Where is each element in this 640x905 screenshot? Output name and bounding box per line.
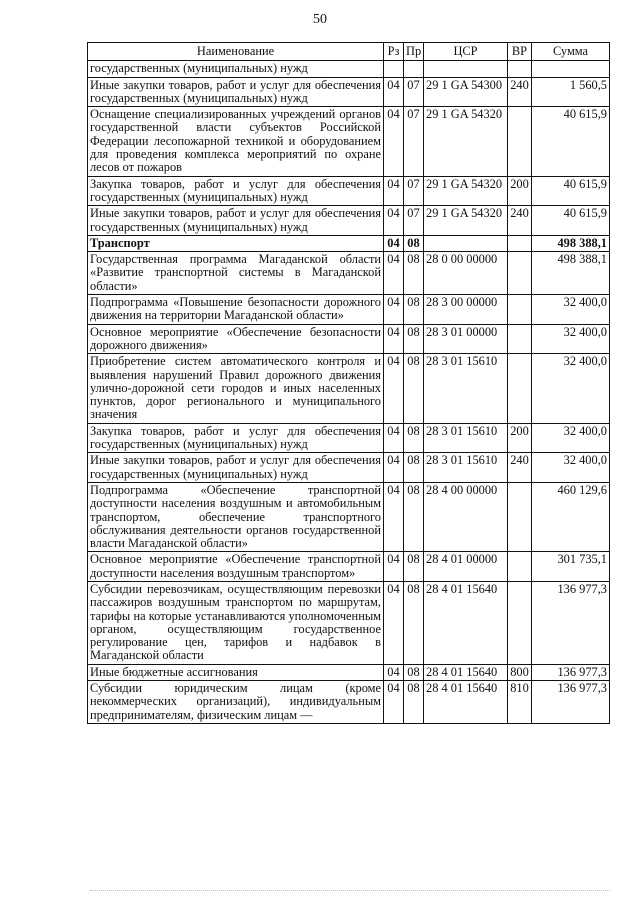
cell-csr: 29 1 GA 54320 (424, 176, 508, 206)
column-header-pr: Пр (404, 43, 424, 61)
cell-name: Оснащение специализированных учреждений органов государственной власти субъектов Российской Федерации лесопожарной техникой и оборудованием для проведения комплекса мероприятий по охране лесов от пожаров (88, 107, 384, 176)
cell-pr: 08 (404, 295, 424, 325)
cell-vr: 240 (508, 206, 532, 236)
cell-rz: 04 (384, 176, 404, 206)
table-body (88, 61, 610, 724)
cell-sum: 301 735,1 (532, 552, 610, 582)
cell-csr: 29 1 GA 54300 (424, 77, 508, 107)
cell-pr: 07 (404, 107, 424, 176)
cell-rz: 04 (384, 423, 404, 453)
cell-name: Закупка товаров, работ и услуг для обеспечения государственных (муниципальных) нужд (88, 423, 384, 453)
cell-csr: 28 0 00 00000 (424, 252, 508, 295)
cell-vr: 810 (508, 681, 532, 724)
cell-sum: 32 400,0 (532, 295, 610, 325)
cell-name: Транспорт (88, 235, 384, 251)
cell-vr (508, 482, 532, 551)
cell-vr (508, 552, 532, 582)
cell-rz: 04 (384, 453, 404, 483)
cell-csr: 28 3 01 00000 (424, 324, 508, 354)
cell-sum: 1 560,5 (532, 77, 610, 107)
cell-name: Иные закупки товаров, работ и услуг для обеспечения государственных (муниципальных) нужд (88, 77, 384, 107)
cell-sum: 460 129,6 (532, 482, 610, 551)
cell-rz: 04 (384, 295, 404, 325)
cell-name: Подпрограмма «Повышение безопасности дорожного движения на территории Магаданской области» (88, 295, 384, 325)
cell-pr: 08 (404, 482, 424, 551)
cell-sum: 40 615,9 (532, 176, 610, 206)
cell-rz: 04 (384, 252, 404, 295)
cell-name: Иные закупки товаров, работ и услуг для обеспечения государственных (муниципальных) нужд (88, 453, 384, 483)
page-bottom-divider (90, 890, 610, 891)
cell-sum: 498 388,1 (532, 252, 610, 295)
table-row (88, 235, 610, 251)
cell-rz: 04 (384, 552, 404, 582)
cell-vr (508, 252, 532, 295)
cell-name: Субсидии юридическим лицам (кроме некоммерческих организаций), индивидуальным предпринимателям, физическим лицам — (88, 681, 384, 724)
cell-csr: 28 3 01 15610 (424, 453, 508, 483)
cell-pr: 08 (404, 681, 424, 724)
cell-name: Подпрограмма «Обеспечение транспортной доступности населения воздушным и автомобильным транспортом, обеспечение транспортного обслуживания деятельности органов государственной власти Магаданской области» (88, 482, 384, 551)
cell-vr: 200 (508, 423, 532, 453)
page-number: 50 (313, 12, 327, 27)
cell-pr: 08 (404, 354, 424, 423)
cell-rz: 04 (384, 681, 404, 724)
cell-csr: 28 4 01 15640 (424, 664, 508, 680)
cell-rz: 04 (384, 206, 404, 236)
table-row (88, 295, 610, 325)
cell-csr: 28 4 01 15640 (424, 681, 508, 724)
cell-name: Государственная программа Магаданской области «Развитие транспортной системы в Магаданской области» (88, 252, 384, 295)
table-row (88, 252, 610, 295)
cell-name: Основное мероприятие «Обеспечение безопасности дорожного движения» (88, 324, 384, 354)
table-row (88, 77, 610, 107)
budget-table (87, 42, 610, 724)
cell-pr: 08 (404, 552, 424, 582)
cell-csr: 28 4 00 00000 (424, 482, 508, 551)
cell-vr (508, 324, 532, 354)
table-row (88, 354, 610, 423)
column-header-sum: Сумма (532, 43, 610, 61)
cell-rz: 04 (384, 107, 404, 176)
cell-sum: 40 615,9 (532, 206, 610, 236)
cell-rz: 04 (384, 664, 404, 680)
cell-sum: 32 400,0 (532, 453, 610, 483)
cell-name: государственных (муниципальных) нужд (88, 61, 384, 77)
cell-csr: 28 3 00 00000 (424, 295, 508, 325)
cell-csr: 28 4 01 00000 (424, 552, 508, 582)
cell-csr (424, 61, 508, 77)
cell-pr: 08 (404, 581, 424, 664)
column-header-vr: ВР (508, 43, 532, 61)
table-row (88, 324, 610, 354)
cell-pr: 07 (404, 176, 424, 206)
cell-rz: 04 (384, 77, 404, 107)
table-row (88, 552, 610, 582)
cell-rz: 04 (384, 482, 404, 551)
table-row (88, 664, 610, 680)
cell-rz: 04 (384, 581, 404, 664)
cell-sum: 136 977,3 (532, 664, 610, 680)
cell-sum: 136 977,3 (532, 581, 610, 664)
cell-name: Иные бюджетные ассигнования (88, 664, 384, 680)
cell-vr: 800 (508, 664, 532, 680)
cell-vr: 240 (508, 453, 532, 483)
column-header-csr: ЦСР (424, 43, 508, 61)
cell-name: Закупка товаров, работ и услуг для обеспечения государственных (муниципальных) нужд (88, 176, 384, 206)
table-row (88, 681, 610, 724)
cell-sum: 32 400,0 (532, 324, 610, 354)
table-row (88, 453, 610, 483)
cell-sum: 136 977,3 (532, 681, 610, 724)
cell-sum: 32 400,0 (532, 354, 610, 423)
cell-vr (508, 581, 532, 664)
cell-pr: 08 (404, 235, 424, 251)
cell-csr (424, 235, 508, 251)
cell-sum: 32 400,0 (532, 423, 610, 453)
cell-sum (532, 61, 610, 77)
cell-csr: 28 3 01 15610 (424, 354, 508, 423)
table-header-row (88, 43, 610, 61)
cell-pr: 08 (404, 252, 424, 295)
cell-csr: 28 4 01 15640 (424, 581, 508, 664)
column-header-name: Наименование (88, 43, 384, 61)
cell-vr (508, 107, 532, 176)
cell-rz (384, 61, 404, 77)
cell-name: Основное мероприятие «Обеспечение транспортной доступности населения воздушным транспортом» (88, 552, 384, 582)
cell-csr: 29 1 GA 54320 (424, 107, 508, 176)
cell-sum: 40 615,9 (532, 107, 610, 176)
cell-pr: 07 (404, 206, 424, 236)
cell-csr: 29 1 GA 54320 (424, 206, 508, 236)
cell-vr (508, 61, 532, 77)
cell-pr (404, 61, 424, 77)
table-row (88, 107, 610, 176)
table-row (88, 423, 610, 453)
cell-rz: 04 (384, 235, 404, 251)
cell-rz: 04 (384, 324, 404, 354)
cell-pr: 08 (404, 324, 424, 354)
cell-vr (508, 354, 532, 423)
cell-vr (508, 295, 532, 325)
cell-csr: 28 3 01 15610 (424, 423, 508, 453)
cell-name: Субсидии перевозчикам, осуществляющим перевозки пассажиров воздушным транспортом по маршрутам, тарифы на которые устанавливаются уполномоченным органом, осуществляющим государственное регулирование цен, тарифов и надбавок в Магаданской области (88, 581, 384, 664)
cell-rz: 04 (384, 354, 404, 423)
column-header-rz: Рз (384, 43, 404, 61)
cell-vr: 200 (508, 176, 532, 206)
cell-pr: 07 (404, 77, 424, 107)
cell-pr: 08 (404, 423, 424, 453)
cell-pr: 08 (404, 664, 424, 680)
table-row (88, 61, 610, 77)
cell-pr: 08 (404, 453, 424, 483)
cell-sum: 498 388,1 (532, 235, 610, 251)
table-row (88, 176, 610, 206)
table-row (88, 581, 610, 664)
cell-vr (508, 235, 532, 251)
cell-name: Иные закупки товаров, работ и услуг для обеспечения государственных (муниципальных) нужд (88, 206, 384, 236)
cell-name: Приобретение систем автоматического контроля и выявления нарушений Правил дорожного движения улично-дорожной сети городов и иных населенных пунктов, дорог регионального и муниципального значения (88, 354, 384, 423)
cell-vr: 240 (508, 77, 532, 107)
table-row (88, 206, 610, 236)
table-row (88, 482, 610, 551)
